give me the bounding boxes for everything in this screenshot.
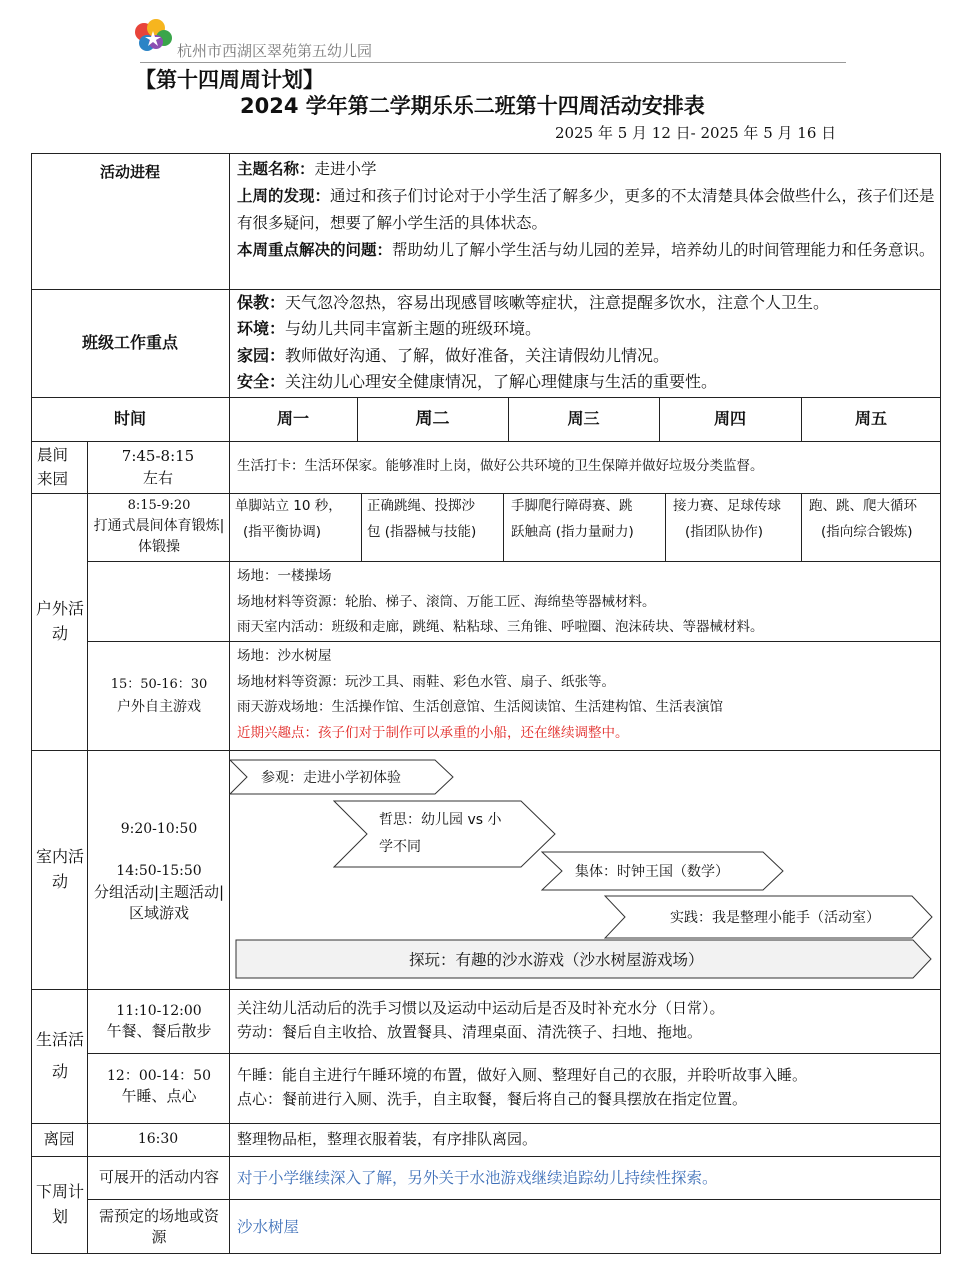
school-logo: [132, 18, 174, 54]
outdoor-site-info: [237, 564, 937, 641]
border-bottom: [31, 1253, 941, 1254]
arrow-tidy: 实践：我是整理小能手（活动室）: [604, 895, 934, 939]
header-divider: [140, 62, 846, 63]
morning-content: 生活打卡：生活环保家。能够准时上岗，做好公共环境的卫生保障并做好垃圾分类监督。: [237, 458, 764, 474]
pe-tue: 正确跳绳、投掷沙 包 (指器械与技能): [367, 498, 477, 540]
next-row1-value: 对于小学继续深入了解，另外关于水池游戏继续追踪幼儿持续性探索。: [237, 1169, 718, 1187]
pe-thu: 接力赛、足球传球 (指团队协作): [673, 498, 781, 540]
problem-label: 本周重点解决的问题：: [237, 241, 393, 260]
focus-content: [237, 290, 937, 396]
focus-key-care: 保教：: [237, 293, 286, 312]
theme-value: 走进小学: [314, 160, 377, 178]
pe-fri: 跑、跳、爬大循环 (指向综合锻炼): [809, 498, 917, 540]
arrow-sandwater: 探玩：有趣的沙水游戏（沙水树屋游戏场）: [235, 939, 933, 979]
materials-1: 场地材料等资源：轮胎、梯子、滚筒、万能工匠、海绵垫等器械材料。: [237, 593, 656, 610]
morning-time-approx: 左右: [142, 469, 173, 487]
progress-label: 活动进程: [99, 163, 160, 181]
next-row1-label: 可展开的活动内容: [98, 1168, 219, 1186]
next-label: 下周计划: [35, 1181, 84, 1226]
free-play-time-cell: [89, 675, 229, 718]
indoor-time-b: 14:50-15:50: [116, 863, 202, 880]
lunch-time: 11:10-12:00: [116, 1003, 202, 1019]
arrow-visit: 参观：走进小学初体验: [229, 759, 455, 795]
pe-wed: 手脚爬行障碍赛、跳 跃触高 (指力量耐力): [511, 498, 634, 540]
pe-time-cell: [91, 496, 227, 558]
interest-point: 近期兴趣点：孩子们对于制作可以承重的小船，还在继续调整中。: [237, 724, 629, 741]
morning-label: 晨间来园: [37, 446, 69, 489]
indoor-time-cell: [91, 819, 227, 925]
day-wed: 周三: [567, 408, 600, 428]
finding-value: 通过和孩子们讨论对于小学生活了解多少，更多的不太清楚具体会做些什么，孩子们还是有很多疑问，想要了解小学生活的具体状态。: [237, 187, 935, 233]
focus-key-env: 环境：: [237, 319, 286, 339]
lunch-time-cell: [89, 1001, 229, 1043]
site-2: 场地：沙水树屋: [237, 648, 332, 664]
focus-label: 班级工作重点: [81, 332, 178, 352]
lunch-name: 午餐、餐后散步: [106, 1022, 212, 1041]
indoor-time-a: 9:20-10:50: [120, 821, 198, 837]
leave-label: 离园: [43, 1130, 75, 1149]
nap-time: 12：00-14：50: [107, 1068, 211, 1084]
nap-content: 午睡：能自主进行午睡环境的布置，做好入厕、整理好自己的衣服，并聆听故事入睡。 点心：餐前进行入厕、洗手，自主取餐，餐后将自己的餐具摆放在指定位置。: [237, 1066, 808, 1108]
focus-key-home: 家园：: [237, 345, 286, 365]
border-top: [31, 153, 941, 154]
focus-value-home: 教师做好沟通、了解，做好准备，关注请假幼儿情况。: [285, 345, 670, 365]
free-play-time: 15：50-16：30: [110, 677, 208, 692]
theme-label: 主题名称：: [237, 160, 315, 178]
pe-mon: 单脚站立 10 秒， (指平衡协调): [235, 498, 342, 540]
pe-time: 8:15-9:20: [127, 498, 191, 513]
nap-name: 午睡、点心: [121, 1087, 197, 1106]
outdoor-label: 户外活动: [35, 598, 84, 643]
indoor-label: 室内活动: [35, 846, 84, 891]
leave-content: 整理物品柜，整理衣服着装，有序排队离园。: [237, 1130, 538, 1148]
school-name: 杭州市西湖区翠苑第五幼儿园: [177, 42, 373, 60]
free-play-name: 户外自主游戏: [117, 698, 201, 715]
focus-key-safety: 安全：: [237, 372, 286, 392]
morning-time: [87, 443, 229, 493]
site-1: 场地：一楼操场: [237, 568, 332, 584]
time-header: 时间: [113, 408, 146, 428]
focus-value-env: 与幼儿共同丰富新主题的班级环境。: [285, 319, 542, 339]
leave-time: 16:30: [137, 1130, 179, 1147]
problem-value: 帮助幼儿了解小学生活与幼儿园的差异，培养幼儿的时间管理能力和任务意识。: [392, 241, 935, 260]
date-range: 2025 年 5 月 12 日- 2025 年 5 月 16 日: [555, 124, 837, 142]
schedule-title: 2024 学年第二学期乐乐二班第十四周活动安排表: [240, 94, 705, 118]
indoor-name: 分组活动|主题活动|区域游戏: [93, 882, 225, 923]
day-mon: 周一: [276, 408, 309, 428]
day-tue: 周二: [415, 408, 450, 429]
day-thu: 周四: [713, 408, 746, 428]
rainy-1: 雨天室内活动：班级和走廊，跳绳、粘粘球、三角锥、呼啦圈、泡沫砖块、等器械材料。: [237, 619, 764, 636]
pe-name: 打通式晨间体育锻炼|体锻操: [93, 517, 225, 555]
next-row2-label: 需预定的场地或资源: [98, 1207, 219, 1246]
free-play-info: [237, 644, 937, 747]
focus-value-safety: 关注幼儿心理安全健康情况，了解心理健康与生活的重要性。: [285, 372, 718, 392]
plan-title: 【第十四周周计划】: [135, 68, 324, 92]
focus-value-care: 天气忽冷忽热，容易出现感冒咳嗽等症状，注意提醒多饮水，注意个人卫生。: [285, 293, 830, 312]
progress-content: [237, 156, 935, 265]
lunch-content: 关注幼儿活动后的洗手习惯以及运动中运动后是否及时补充水分（日常）。 劳动：餐后自主收拾、放置餐具、清理桌面、清洗筷子、扫地、拖地。: [237, 999, 725, 1041]
rainy-2: 雨天游戏场地：生活操作馆、生活创意馆、生活阅读馆、生活建构馆、生活表演馆: [237, 699, 723, 716]
day-fri: 周五: [854, 408, 887, 428]
morning-time-range: 7:45-8:15: [121, 447, 195, 466]
schedule-table: [31, 153, 941, 1254]
border-right: [940, 153, 941, 1254]
materials-2: 场地材料等资源：玩沙工具、雨鞋、彩色水管、扇子、纸张等。: [237, 673, 615, 690]
arrow-clock: 集体：时钟王国（数学）: [541, 851, 785, 891]
life-label: 生活活动: [35, 1030, 84, 1081]
finding-label: 上周的发现：: [237, 187, 331, 206]
nap-time-cell: [89, 1066, 229, 1108]
arrow-reflect: 哲思：幼儿园 vs 小 学不同: [333, 800, 557, 868]
next-row2-value: 沙水树屋: [237, 1218, 300, 1236]
